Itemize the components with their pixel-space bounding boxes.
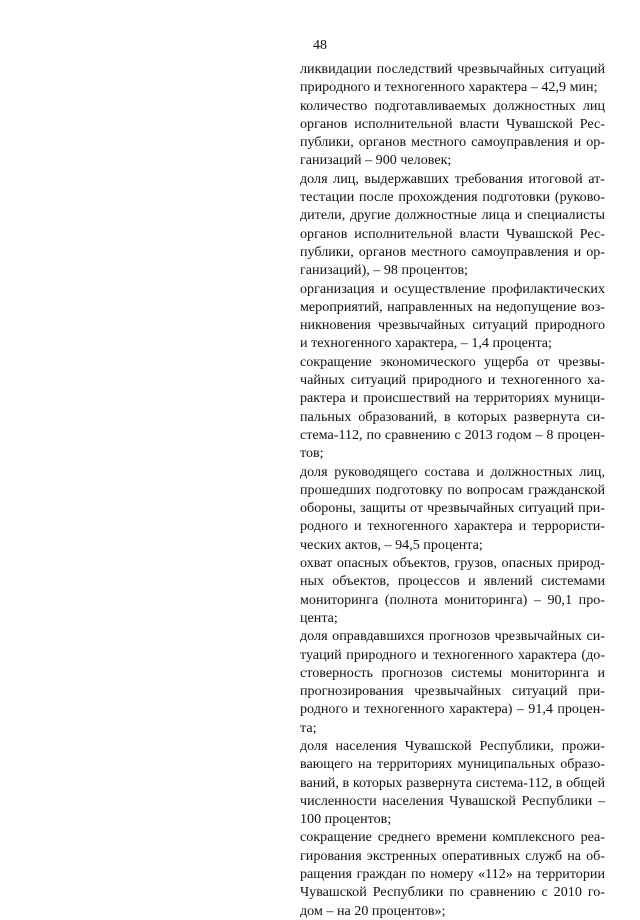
paragraph-7: охват опасных объектов, грузов, опасных природ-ных объектов, процессов и явлений системами мониторинга (полнота мониторинга) – 90,1 про-цента; [300,555,605,626]
page-number: 48 [313,38,327,53]
paragraph-4: организация и осуществление профилактических мероприятий, направленных на недопущение воз-никновения чрезвычайных ситуаций природного и техногенного характера, – 1,4 процента; [300,280,605,352]
document-text [300,60,605,920]
paragraph-8: доля оправдавшихся прогнозов чрезвычайных си-туаций природного и техногенного характера (до-стоверность прогнозов системы мониторинга и прогнозирования чрезвычайных ситуаций при-родного и техногенного характера) – 91,4 процен-та; [300,628,605,736]
paragraph-6: доля руководящего состава и должностных лиц, прошедших подготовку по вопросам гражданской обороны, защиты от чрезвычайных ситуаций при-родного и техногенного характера и террористи-ческих актов, – 94,5 процента; [300,463,605,553]
paragraph-5: сокращение экономического ущерба от чрезвы-чайных ситуаций природного и техногенного ха-рактера и происшествий на территориях муници-пальных образований, в которых развернута си-стема-112, по сравнению с 2013 годом – 8 процен-тов; [300,353,605,462]
paragraph-10: сокращение среднего времени комплексного реа-гирования экстренных оперативных служб на об-ращения граждан по номеру «112» на территории Чувашской Республики по сравнению с 2010 го-дом – на 20 процентов»; [300,829,605,919]
paragraph-1: ликвидации последствий чрезвычайных ситуаций природного и техногенного характера – 42,9 мин; [300,61,605,96]
paragraph-9: доля населения Чувашской Республики, прожи-вающего на территориях муниципальных образо-ваний, в которых развернута система-112, в общей численности населения Чувашской Республики – 100 процентов; [300,737,605,828]
paragraph-3: доля лиц, выдержавших требования итоговой ат-тестации после прохождения подготовки (руково-дители, другие должностные лица и специалисты органов исполнительной власти Чувашской Рес-публики, органов местного самоуправления и ор-ганизаций), – 98 процентов; [300,170,605,279]
paragraph-2: количество подготавливаемых должностных лиц органов исполнительной власти Чувашской Рес-публики, органов местного самоуправления и ор-ганизаций – 900 человек; [300,97,605,169]
